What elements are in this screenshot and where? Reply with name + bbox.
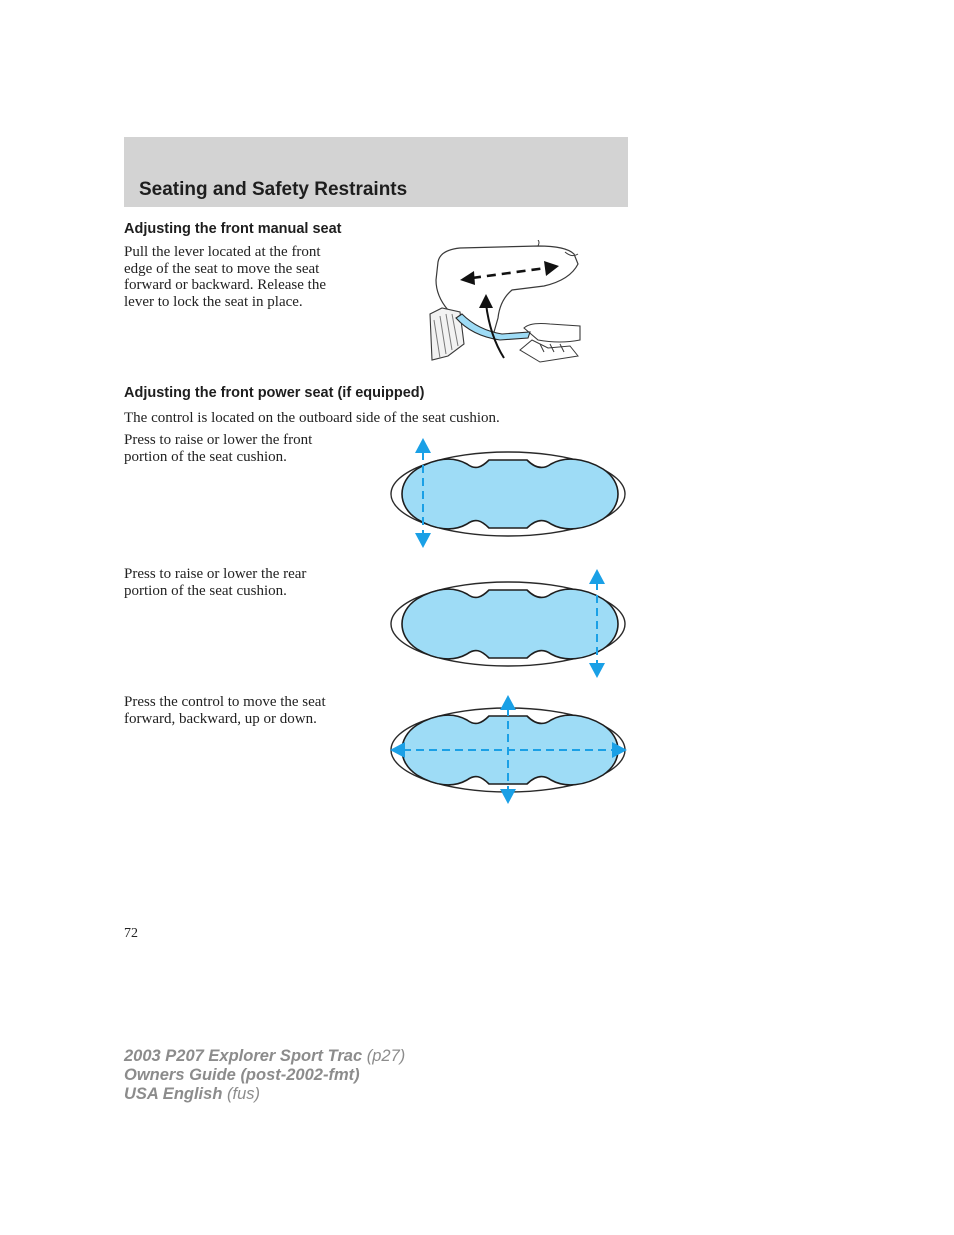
manual-seat-lever-illustration <box>420 240 582 366</box>
instruction-line: portion of the seat cushion. <box>124 448 287 465</box>
rear-down-arrow-head <box>589 663 605 678</box>
seat-control-pad <box>402 459 618 529</box>
instruction-line: portion of the seat cushion. <box>124 582 287 599</box>
section-header-band <box>124 137 628 207</box>
rear-cushion-control-diagram <box>385 568 631 680</box>
full-control-instruction <box>124 694 326 727</box>
manual-seat-line: Pull the lever located at the front <box>124 244 321 260</box>
seat-control-pad <box>402 589 618 659</box>
seat-rail <box>520 340 578 362</box>
document-footer <box>124 1047 405 1104</box>
instruction-line: Press the control to move the seat <box>124 694 326 710</box>
manual-seat-heading: Adjusting the front manual seat <box>124 221 342 237</box>
footer-line <box>124 1066 405 1085</box>
footer-line <box>124 1047 405 1066</box>
page-number: 72 <box>124 926 138 941</box>
seat-track <box>524 324 580 343</box>
footer-model-code: (p27) <box>362 1047 406 1065</box>
front-portion-instruction <box>124 432 312 465</box>
manual-seat-line: lever to lock the seat in place. <box>124 293 303 310</box>
front-cushion-control-diagram <box>385 436 631 552</box>
seat-edge-line <box>538 240 539 246</box>
footer-model: 2003 P207 Explorer Sport Trac <box>124 1047 363 1065</box>
rear-up-arrow-head <box>589 569 605 584</box>
manual-seat-line: edge of the seat to move the seat <box>124 260 320 277</box>
section-title: Seating and Safety Restraints <box>139 179 408 200</box>
up-arrow-head <box>500 695 516 710</box>
down-arrow-head <box>500 789 516 804</box>
power-seat-heading: Adjusting the front power seat (if equipped) <box>124 385 425 401</box>
footer-line <box>124 1085 405 1104</box>
manual-seat-text <box>124 244 326 310</box>
footer-guide: Owners Guide (post-2002-fmt) <box>124 1066 360 1084</box>
front-up-arrow-head <box>415 438 431 453</box>
rear-portion-instruction <box>124 566 306 599</box>
instruction-line: forward, backward, up or down. <box>124 710 317 727</box>
front-down-arrow-head <box>415 533 431 548</box>
instruction-line: Press to raise or lower the front <box>124 432 313 448</box>
four-way-control-diagram <box>385 694 631 806</box>
footer-language: USA English <box>124 1085 223 1103</box>
instruction-line: Press to raise or lower the rear <box>124 566 307 582</box>
footer-language-code: (fus) <box>222 1085 260 1103</box>
manual-seat-line: forward or backward. Release the <box>124 277 326 294</box>
power-seat-intro: The control is located on the outboard side of the seat cushion. <box>124 410 500 426</box>
